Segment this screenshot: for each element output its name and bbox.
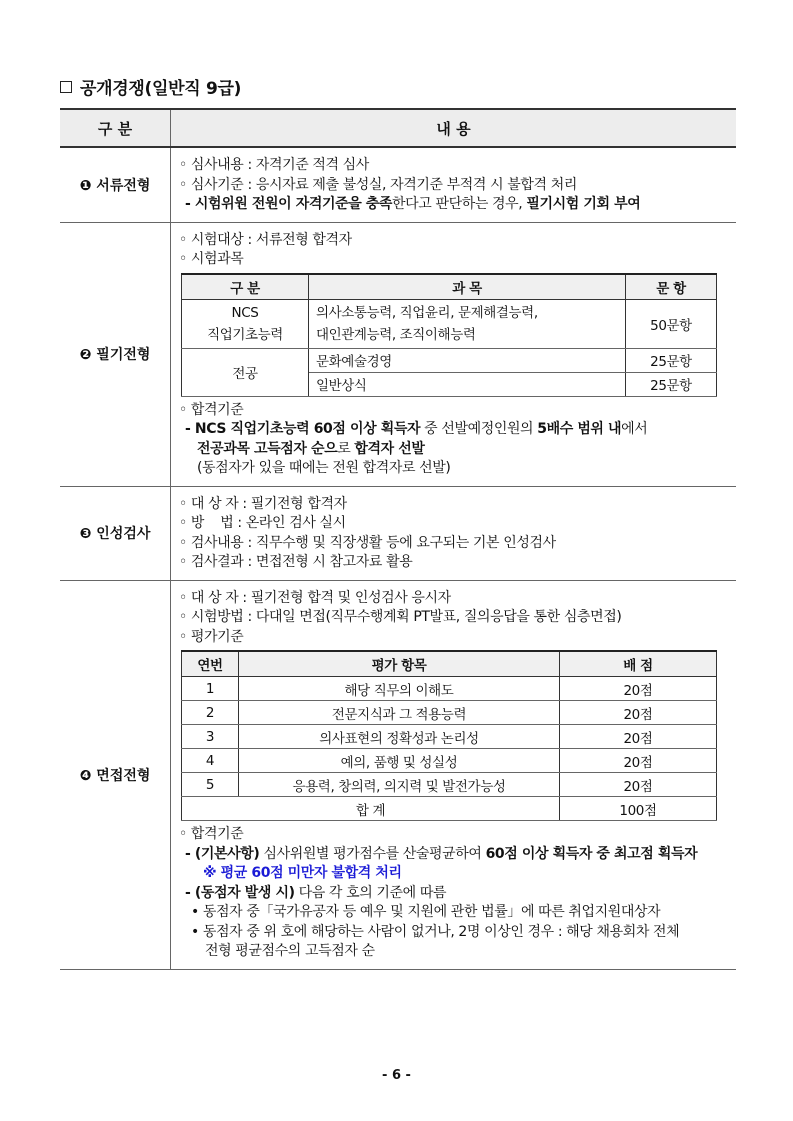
- content-line: ◦ 방 법 : 온라인 검사 실시: [179, 515, 346, 531]
- col-questions: 문 항: [626, 274, 717, 300]
- col-item: 평가 항목: [239, 651, 560, 677]
- row-number: 3: [182, 725, 239, 749]
- table-total-row: [182, 797, 717, 821]
- row-item: 예의, 품행 및 성실성: [239, 749, 560, 773]
- subject-line: 대인관계능력, 조직이해능력: [316, 326, 476, 343]
- major-category: 전공: [182, 348, 309, 396]
- row-score: 20점: [560, 749, 717, 773]
- content-line: • 동점자 중 위 호에 해당하는 사람이 없거나, 2명 이상인 경우 : 해당 채용회차 전체: [191, 923, 680, 940]
- plain-text: 한다고 판단하는 경우,: [392, 196, 527, 212]
- row-score: 20점: [560, 701, 717, 725]
- plain-text: 에서: [621, 421, 648, 437]
- table-header: [60, 109, 736, 147]
- ncs-subjects: [309, 299, 626, 348]
- row-number: 2: [182, 701, 239, 725]
- ncs-label: NCS: [231, 304, 259, 321]
- content-line: ◦ 검사내용 : 직무수행 및 직장생활 등에 요구되는 기본 인성검사: [179, 534, 556, 551]
- ncs-questions: 50문항: [626, 299, 717, 348]
- page-title-text: 공개경쟁(일반직 9급): [80, 79, 242, 99]
- row-number: 1: [182, 677, 239, 701]
- square-bullet-icon: [60, 81, 72, 93]
- content-line: • 동점자 중「국가유공자 등 예우 및 지원에 관한 법률」에 따른 취업지원대상자: [191, 904, 661, 920]
- content-line: ◦ 평가기준: [179, 628, 244, 645]
- col-number: 연번: [182, 651, 239, 677]
- content-line: 전형 평균점수의 고득점자 순: [205, 943, 375, 959]
- content-line: [179, 195, 726, 215]
- bold-text: 합격자 선발: [354, 440, 425, 457]
- table-row: [182, 299, 717, 348]
- bold-text: 필기시험 기회 부여: [526, 196, 641, 212]
- content-line: ◦ 검사결과 : 면접전형 시 참고자료 활용: [179, 554, 413, 570]
- general-questions: 25문항: [626, 372, 717, 396]
- bold-text: 전공과목 고득점자 순으: [197, 440, 338, 457]
- table-row: [182, 677, 717, 701]
- table-row: [182, 701, 717, 725]
- plain-text: 심사위원별 평가점수를 산술평균하여: [259, 845, 486, 862]
- stage-interview: [60, 580, 736, 969]
- table-row: [182, 749, 717, 773]
- stage-label: ❸ 인성검사: [60, 486, 171, 580]
- header-content: 내 용: [171, 109, 737, 147]
- content-line: ◦ 합격기준: [179, 826, 244, 842]
- content-line: ◦ 합격기준: [179, 401, 244, 418]
- content-line: ◦ 심사기준 : 응시자료 제출 불성실, 자격기준 부적격 시 불합격 처리: [179, 176, 577, 193]
- row-number: 4: [182, 749, 239, 773]
- row-item: 의사표현의 정확성과 논리성: [239, 725, 560, 749]
- ncs-sublabel: 직업기초능력: [207, 326, 283, 343]
- stage-personality-test: [60, 486, 736, 580]
- col-category: 구 분: [182, 274, 309, 300]
- plain-text: 다음 각 호의 기준에 따름: [294, 884, 447, 901]
- content-line: [179, 420, 726, 440]
- total-score: 100점: [560, 797, 717, 821]
- row-score: 20점: [560, 677, 717, 701]
- content-line: ◦ 심사내용 : 자격기준 적격 심사: [179, 157, 369, 173]
- content-line: ◦ 시험방법 : 다대일 면접(직무수행계획 PT발표, 질의응답을 통한 심층면접): [179, 609, 622, 625]
- stage-written-exam: [60, 222, 736, 486]
- page-title: [60, 74, 241, 99]
- row-number: 5: [182, 773, 239, 797]
- bold-text: - 시험위원 전원이 자격기준을 충족: [185, 196, 393, 212]
- page-number: - 6 -: [382, 1068, 411, 1083]
- content-line: [179, 884, 726, 904]
- table-row: [182, 725, 717, 749]
- major-questions: 25문항: [626, 348, 717, 372]
- col-subject: 과 목: [309, 274, 626, 300]
- content-line: ◦ 대 상 자 : 필기전형 합격 및 인성검사 응시자: [179, 589, 451, 606]
- stage-label: ❶ 서류전형: [60, 147, 171, 222]
- exam-subjects-table: [181, 273, 717, 397]
- content-line: [179, 440, 726, 460]
- plain-text: 중 선발예정인원의: [420, 421, 538, 437]
- bold-text: - NCS 직업기초능력 60점 이상 획득자: [185, 421, 421, 437]
- content-line: [179, 845, 726, 865]
- stage-label: ❷ 필기전형: [60, 222, 171, 486]
- row-item: 응용력, 창의력, 의지력 및 발전가능성: [239, 773, 560, 797]
- header-category: 구 분: [60, 109, 171, 147]
- major-subject: 문화예술경영: [309, 348, 626, 372]
- row-score: 20점: [560, 725, 717, 749]
- bold-text: 60점 이상 획득자 중 최고점 획득자: [485, 845, 698, 862]
- stage-label: ❹ 면접전형: [60, 580, 171, 969]
- col-score: 배 점: [560, 651, 717, 677]
- plain-text: 로: [337, 440, 355, 457]
- row-score: 20점: [560, 773, 717, 797]
- stage-document-screening: [60, 147, 736, 222]
- general-subject: 일반상식: [309, 372, 626, 396]
- content-line: ◦ 시험과목: [179, 251, 244, 267]
- bold-text: - (동점자 발생 시): [185, 884, 295, 901]
- content-line: (동점자가 있을 때에는 전원 합격자로 선발): [197, 460, 451, 476]
- content-line: ◦ 시험대상 : 서류전형 합격자: [179, 231, 352, 248]
- table-row: [182, 348, 717, 372]
- bold-text: 5배수 범위 내: [537, 421, 622, 437]
- warning-note: ※ 평균 60점 미만자 불합격 처리: [203, 865, 402, 881]
- row-item: 해당 직무의 이해도: [239, 677, 560, 701]
- row-item: 전문지식과 그 적용능력: [239, 701, 560, 725]
- bold-text: - (기본사항): [185, 845, 260, 862]
- subject-line: 의사소통능력, 직업윤리, 문제해결능력,: [316, 304, 538, 321]
- table-row: [182, 773, 717, 797]
- total-label: 합 계: [182, 797, 560, 821]
- content-line: ◦ 대 상 자 : 필기전형 합격자: [179, 495, 347, 512]
- evaluation-criteria-table: [181, 650, 717, 821]
- selection-process-table: [60, 108, 736, 970]
- ncs-category: [182, 299, 309, 348]
